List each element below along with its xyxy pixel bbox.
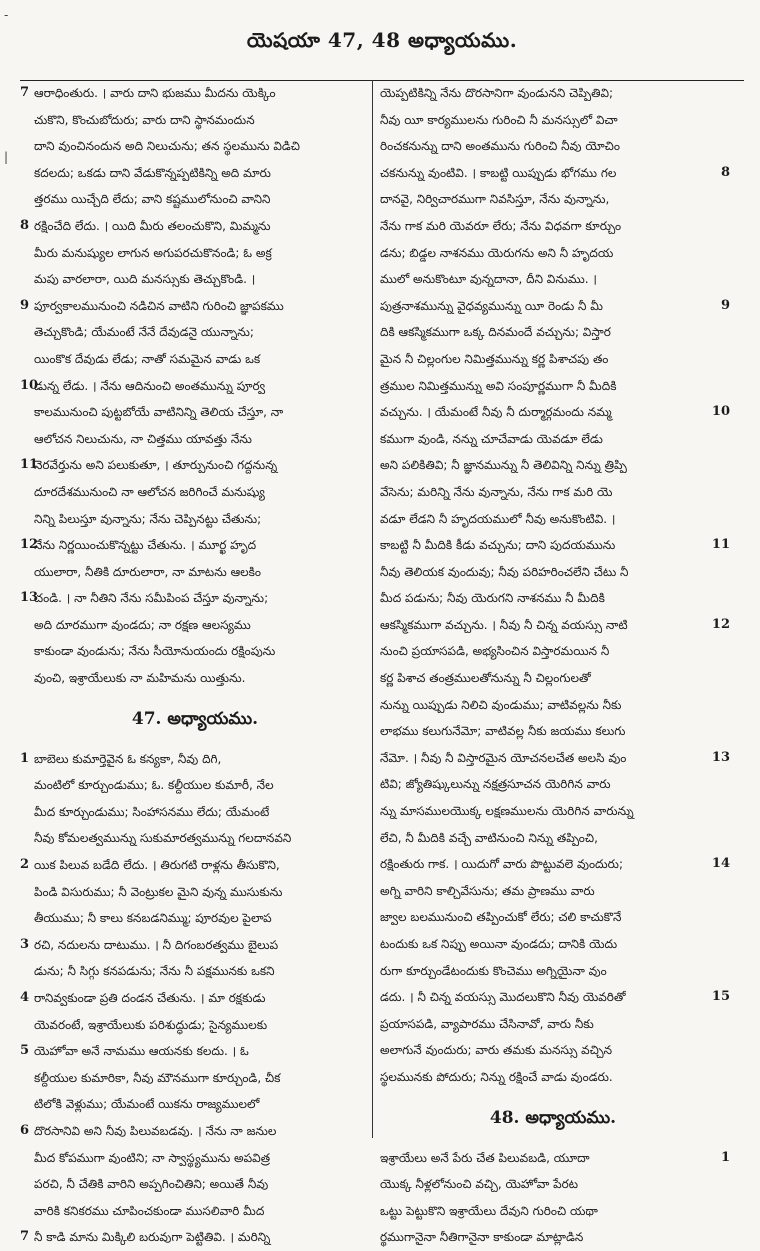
text-line: [376, 452, 730, 479]
verse-text: అలాగునే వుందురు; వారు తమకు మనస్సు వచ్చిన: [380, 1043, 613, 1058]
verse-text: రానివ్వకుండా ప్రతి దండన చేతును. । మా రక్షకుడు: [34, 991, 266, 1005]
text-line: [376, 107, 730, 134]
verse-number: 9: [20, 297, 30, 313]
text-line: [376, 931, 730, 958]
verse-number: 1: [20, 750, 30, 766]
text-line: [20, 932, 370, 959]
text-line: [20, 479, 370, 506]
text-line: [376, 426, 730, 453]
verse-number: 14: [711, 856, 730, 872]
verse-number: 12: [711, 616, 730, 632]
verse-text: కాలమునుంచి పుట్టబోయే వాటినిన్ని తెలియ చేస్తూ, నా: [34, 405, 284, 420]
text-line: [20, 1091, 370, 1118]
text-line: [376, 1011, 730, 1038]
verse-text: పుత్రనాశమున్ను వైధవ్యమున్ను యీ రెండు నీ మీ: [380, 298, 603, 313]
verse-text: వారికి కనికరము చూపించకుండా ముసలివారి మీద: [34, 1203, 265, 1218]
text-line: [20, 506, 370, 533]
chapter-heading: 47. అధ్యాయము.: [131, 708, 259, 729]
text-line: [376, 479, 730, 506]
text-line: [376, 293, 730, 320]
verse-text: నున్ను యిప్పుడు నిలిచి వుండుము; వాటివల్లను నీకు: [380, 697, 622, 712]
verse-text: లాభము కలుగునేమో; వాటివల్ల నీకు జయము కలుగు: [380, 724, 626, 739]
text-line: [20, 879, 370, 906]
text-line: [20, 160, 370, 187]
text-line: [376, 878, 730, 905]
text-line: [20, 186, 370, 213]
verse-number: 8: [20, 217, 30, 233]
text-line: [20, 107, 370, 134]
margin-mark: -: [4, 8, 9, 22]
text-line: [376, 399, 730, 426]
verse-text: ప్రయాసపడి, వ్యాపారము చేసినావో, వారు నీకు: [380, 1016, 594, 1031]
verse-text: ములో అనుకొంటూ వున్నదానా, దీని వినుము. ।: [380, 272, 597, 287]
verse-text: అగ్ని వారిని కాల్చివేసును; తమ ప్రాణము వారు: [380, 883, 595, 898]
text-line: [376, 1037, 730, 1064]
verse-text: మైన నీ చిల్లంగుల నిమిత్తమున్ను కర్ణ పిశాచపు తం: [380, 351, 609, 366]
verse-text: మీద కూర్చుండుము; సింహాసనము లేదు; యేమంటే: [34, 804, 270, 819]
page-title: యెషయా 47, 48 అధ్యాయము.: [246, 28, 518, 52]
text-line: [20, 1198, 370, 1225]
verse-text: ఆలోచన నిలుచును, నా చిత్తము యావత్తు నేను: [34, 431, 252, 446]
text-line: [20, 426, 370, 453]
text-line: [20, 772, 370, 799]
verse-number: 6: [20, 1122, 30, 1138]
verse-text: కాబట్టి నీ మీదికి కీడు వచ్చును; దాని పుదయమును: [380, 538, 616, 553]
text-line: [376, 798, 730, 825]
verse-text: టిలోకి వెళ్లుము; యేమంటే యికను రాజ్యములలో: [34, 1097, 260, 1112]
verse-text: నీవు తెలియక వుందువు; నీవు పరిహరించలేని చేటు నీ: [380, 564, 629, 579]
chapter-heading: 48. అధ్యాయము.: [489, 1107, 617, 1128]
verse-text: నేను గాక మరి యెవరూ లేరు; నేను విధవగా కూర్చుం: [380, 218, 622, 233]
margin-mark: |: [4, 150, 9, 164]
verse-text: పరచి, నీ చేతికి వారిని అప్పగించితిని; అయితే నీవు: [34, 1177, 269, 1192]
verse-text: నిన్ని పిలుస్తూ వున్నాను; నేను చెప్పినట్టు చేతును;: [34, 511, 262, 526]
text-line: [376, 1198, 730, 1225]
text-line: [376, 240, 730, 267]
verse-text: వుంచి, ఇశ్రాయేలుకు నా మహిమను యిత్తును.: [34, 671, 246, 686]
text-line: [20, 213, 370, 240]
text-line: [20, 585, 370, 612]
verse-text: పిండి విసురుము; నీ వెంట్రుకల మైని వున్న ముసుకును: [34, 884, 283, 899]
verse-text: అది దూరముగా వుండదు; నా రక్షణ ఆలస్యము: [34, 617, 251, 632]
text-line: [376, 213, 730, 240]
verse-text: నుంచి ప్రయాసపడి, అభ్యసించిన విస్తారమయిన నీ: [380, 644, 610, 659]
text-line: [20, 852, 370, 879]
text-line: [376, 532, 730, 559]
text-line: [20, 346, 370, 373]
verse-number: 5: [20, 1043, 30, 1059]
verse-text: లేచి, నీ మీదికి వచ్చే వాటినుంచి నిన్ను తప్పించి,: [380, 830, 598, 845]
text-line: [376, 984, 730, 1011]
verse-text: వేసెను; మరిన్ని నేను వున్నాను, నేను గాక మరి యె: [380, 484, 613, 499]
text-line: [376, 346, 730, 373]
verse-text: టివి; జ్యోతిష్కులున్ను నక్షత్రసూచన యెరిగిన వారు: [380, 777, 611, 792]
text-line: [376, 160, 730, 187]
verse-text: నీవు యీ కార్యములను గురించి నీ మనస్సులో విచా: [380, 112, 618, 127]
verse-number: 3: [20, 936, 30, 952]
verse-text: మీద పడును; నీవు యెరుగని నాశనము నీ మీదికి: [380, 591, 605, 606]
text-line: [376, 958, 730, 985]
text-line: [376, 1145, 730, 1172]
verse-text: నేమో. । నీవు నీ విస్తారమైన యోచనలచేత అలసి వుం: [380, 750, 627, 765]
verse-number: 13: [711, 749, 730, 765]
verse-text: ఒట్టు పెట్టుకొని ఇశ్రాయేలు దేవుని గురించి యథా: [380, 1203, 598, 1218]
text-line: [20, 665, 370, 692]
text-line: [376, 585, 730, 612]
text-line: [20, 532, 370, 559]
text-line: [376, 319, 730, 346]
text-line: [20, 1171, 370, 1198]
verse-number: 4: [20, 990, 30, 1005]
text-line: [20, 825, 370, 852]
verse-number: 15: [711, 989, 730, 1005]
text-line: [376, 612, 730, 639]
verse-text: నీవు కోమలత్వమున్ను సుకుమారత్వమున్ను గలదానవని: [34, 831, 292, 846]
verse-text: జ్వాల బలమునుంచి తప్పించుకో లేరు; చలి కాచుకొనే: [380, 910, 622, 925]
verse-text: కాకుండా వుండును; నేను సీయోనుయందు రక్షింపును: [34, 644, 276, 659]
verse-text: దానవై, నిర్విచారముగా నివసిస్తూ, నేను వున్నాను,: [380, 192, 610, 207]
verse-text: రచి, నదులను దాటుము. । నీ దిగంబరత్వము బైలుప: [34, 937, 279, 952]
text-line: [20, 638, 370, 665]
verse-text: యెప్పటికిన్ని నేను దొరసానిగా వుండునని చెప్పితివి;: [380, 86, 614, 100]
verse-text: స్థలమునకు పోదురు; నిన్ను రక్షించే వాడు వుండరు.: [380, 1069, 613, 1084]
text-line: [20, 373, 370, 400]
verse-text: టందుకు ఒక నిప్పు అయినా వుండదు; దానికి యెదు: [380, 937, 618, 951]
text-line: [376, 1224, 730, 1251]
verse-text: తీయుము; నీ కాలు కనబడనిమ్ము; పూరవుల పైలాప: [34, 911, 272, 926]
text-line: [376, 373, 730, 400]
verse-number: 12: [20, 537, 39, 553]
text-line: [20, 1118, 370, 1145]
text-line: [20, 799, 370, 826]
text-line: [376, 1064, 730, 1091]
verse-text: పూర్వకాలమునుంచి నడిచిన వాటిని గురించి జ్ఞాపకము: [34, 298, 284, 313]
text-line: [20, 1012, 370, 1039]
left-column: [20, 80, 370, 1245]
page-header: [20, 6, 744, 81]
verse-text: డదు. । నీ చిన్న వయస్సు మొదలుకొని నీవు యెవరితో: [380, 990, 626, 1005]
verse-text: యెవరంటే, ఇశ్రాయేలుకు పరిశుద్ధుడు; సైన్యములకు: [34, 1017, 268, 1032]
verse-number: 9: [720, 297, 730, 313]
verse-text: చుకొని, కొంచుబోదురు; వారు దాని స్థానమందున: [34, 112, 255, 127]
verse-text: నీ కాడి మాను మిక్కిలి బరువుగా పెట్టితివి. । మరిన్ని: [34, 1230, 271, 1245]
text-line: [376, 266, 730, 293]
verse-text: అని పలికితివి; నీ జ్ఞానమున్ను నీ తెలివిన్ని నిన్ను త్రిప్పి: [380, 458, 627, 473]
verse-number: 10: [20, 377, 39, 393]
verse-text: రించకనున్ను దాని అంతమును గురించి నీవు యోచిం: [380, 139, 620, 154]
text-line: [376, 904, 730, 931]
verse-text: కల్దీయుల కుమారికా, నీవు మౌనముగా కూర్చుండి, చీక: [34, 1070, 281, 1085]
verse-text: తెచ్చుకొండి; యేమంటే నేనే దేవుడనై యున్నాను;: [34, 325, 254, 340]
verse-text: త్తరము యిచ్చేది లేదు; వాని కష్టములోనుంచి వానిని: [34, 192, 271, 207]
verse-text: త్రముల నిమిత్తమున్ను అవి సంపూర్ణముగా నీ మీదికి: [380, 378, 617, 393]
text-line: [20, 958, 370, 985]
text-line: [20, 746, 370, 773]
text-line: [376, 825, 730, 852]
text-line: [20, 1145, 370, 1172]
text-line: [376, 771, 730, 798]
verse-text: నెరవేర్తును అని పలుకుతూ, । తూర్పునుంచి గద్దనున్న: [34, 458, 278, 473]
verse-text: బాబెలు కుమార్తెవైన ఓ కన్యకా, నీవు దిగి,: [34, 751, 222, 766]
text-line: [20, 905, 370, 932]
verse-number: 13: [20, 590, 39, 606]
verse-text: చకనున్ను వుంటివి. । కాబట్టి యిప్పుడు భోగము గల: [380, 165, 617, 180]
verse-text: దికి ఆకస్మికముగా ఒక్క దినమందే వచ్చును; విస్తార: [380, 325, 611, 340]
verse-text: డును; నీ సిగ్గు కనపడును; నేను నీ పక్షమునకు ఒకని: [34, 964, 275, 979]
verse-number: 1: [720, 1149, 730, 1165]
verse-text: న్ను మాసములయొక్క లక్షణములను యెరిగిన వారున్ను: [380, 804, 634, 819]
text-line: [376, 80, 730, 107]
column-divider: [372, 80, 373, 1138]
verse-text: రక్షింతురు గాక. । యిదుగో వారు పొట్టువలె వుందురు;: [380, 857, 623, 872]
verse-text: దూరదేశమునుంచి నా ఆలోచన జరిగించే మనుష్యు: [34, 484, 265, 499]
text-line: [20, 293, 370, 320]
text-line: [376, 638, 730, 665]
verse-text: యెహోవా అనే నామము ఆయనకు కలదు. । ఓ: [34, 1044, 249, 1059]
verse-text: డున్న లేడు. । నేను ఆదినుంచి అంతమున్ను పూర్వ: [34, 378, 266, 393]
right-column: [376, 80, 730, 1245]
verse-text: మంటిలో కూర్చుండుము; ఓ. కల్దీయుల కుమారీ, నేల: [34, 778, 274, 793]
verse-text: కదలదు; ఒకడు దాని వేడుకొన్నప్పటికిన్ని అది మారు: [34, 165, 271, 180]
verse-text: యొక్క నీళ్లలోనుంచి వచ్చి, యెహోవా పేరట: [380, 1177, 579, 1192]
text-line: [376, 692, 730, 719]
verse-text: దొరసానివి అని నీవు పిలువబడవు. । నేను నా జనుల: [34, 1123, 277, 1138]
verse-text: డను; బిడ్డల నాశనము యెరుగను అని నీ హృదయ: [380, 245, 614, 260]
text-line: [20, 985, 370, 1012]
text-line: [20, 240, 370, 267]
verse-text: ర్థముగానైనా నీతిగానైనా కాకుండా మాట్లాడిన: [380, 1230, 584, 1245]
text-line: [20, 612, 370, 639]
text-line: [20, 559, 370, 586]
text-line: [376, 1171, 730, 1198]
verse-text: యిక పిలువ బడేది లేదు. । తిరుగటి రాళ్లను తీసుకొని,: [34, 858, 280, 873]
verse-text: యులారా, నీతికి దూరులారా, నా మాటను ఆలకిం: [34, 564, 262, 579]
verse-number: 2: [20, 857, 30, 873]
verse-text: ఆకస్మికముగా వచ్చును. । నీవు నీ చిన్న వయస్సు నాటి: [380, 617, 628, 632]
text-line: [20, 1038, 370, 1065]
verse-number: 11: [20, 457, 39, 473]
text-line: [20, 399, 370, 426]
text-line: [20, 80, 370, 107]
text-line: [376, 665, 730, 692]
text-line: [20, 1065, 370, 1092]
verse-number: 10: [711, 404, 730, 420]
verse-text: రక్షించేది లేదు. । యిది మీరు తలంచుకొని, మిమ్మను: [34, 218, 271, 233]
text-line: [376, 559, 730, 586]
verse-text: ఇశ్రాయేలు అనే పేరు చేత పిలువబడి, యూదా: [380, 1150, 590, 1165]
verse-text: వచ్చును. । యేమంటే నీవు నీ దుర్మార్గమందు నమ్మ: [380, 405, 612, 420]
verse-text: కముగా వుండి, నన్ను చూచేవాడు యెవడూ లేడు: [380, 431, 603, 446]
verse-text: యింకొక దేవుడు లేడు; నాతో సమమైన వాడు ఒక: [34, 351, 261, 366]
verse-text: చండి. । నా నీతిని నేను సమీపింప చేస్తూ వున్నాను;: [34, 591, 269, 606]
verse-text: నేను నిర్ణయించుకొన్నట్టు చేతును. । మూర్ఖ హృద: [34, 538, 257, 553]
verse-number: 8: [720, 164, 730, 180]
verse-text: రుగా కూర్చుండేటందుకు కొంచెము అగ్నియైనా వుం: [380, 963, 607, 978]
text-line: [376, 745, 730, 772]
verse-text: మీద కోపముగా వుంటిని; నా స్వాస్థ్యమును అపవిత్ర: [34, 1150, 271, 1165]
text-line: [20, 133, 370, 160]
text-line: [376, 133, 730, 160]
verse-number: 7: [20, 1229, 30, 1245]
verse-text: దాని వుంచినందున అది నిలుచును; తన స్థలమును విడిచి: [34, 139, 300, 154]
text-line: [20, 452, 370, 479]
verse-text: వడూ లేడని నీ హృదయములో నీవు అనుకొంటివి. ।: [380, 511, 616, 526]
text-line: [20, 1224, 370, 1251]
verse-text: మపు వారలారా, యిది మనస్సుకు తెచ్చుకొండి. ।: [34, 272, 256, 287]
text-line: [20, 266, 370, 293]
verse-text: ఆరాధింతురు. । వారు దాని భుజము మీదను యెక్కిం: [34, 86, 276, 100]
verse-number: 7: [20, 85, 30, 100]
text-line: [376, 718, 730, 745]
verse-text: మీరు మనుష్యుల లాగున అగుపరచుకొనండి; ఓ అక్ర: [34, 245, 272, 260]
verse-number: 11: [711, 537, 730, 553]
text-line: [376, 186, 730, 213]
text-line: [376, 506, 730, 533]
text-line: [20, 319, 370, 346]
verse-text: కర్ణ పిశాచ తంత్రములతోనున్ను నీ చిల్లంగులతో: [380, 671, 591, 686]
text-line: [376, 851, 730, 878]
